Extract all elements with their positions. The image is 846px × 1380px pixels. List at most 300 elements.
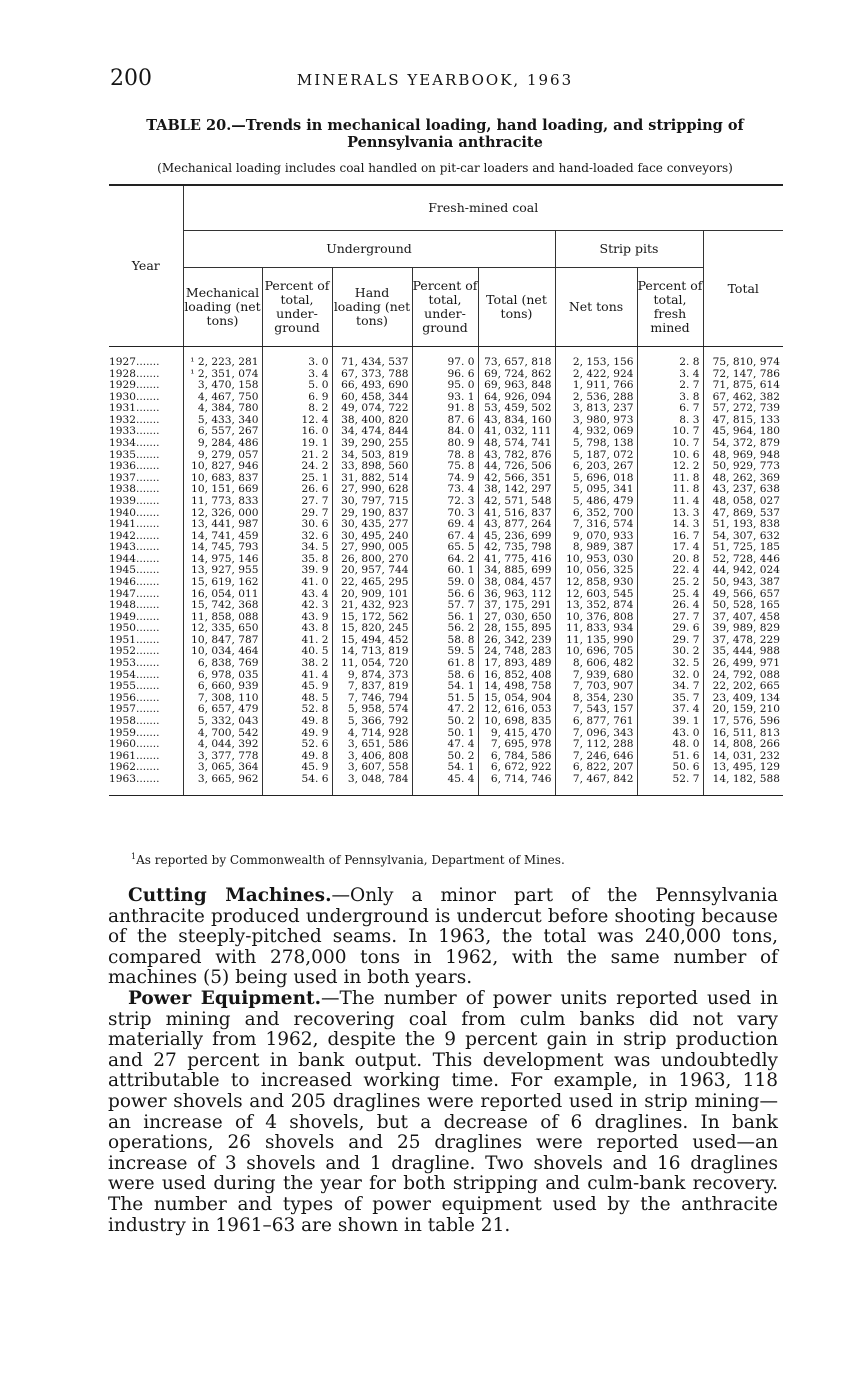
- cell-year: 1931.......: [109, 402, 160, 415]
- cell-year: 1958.......: [109, 714, 160, 727]
- cell-percent-hand: 67. 4: [412, 531, 478, 543]
- cell-percent-fresh: 2. 7: [637, 380, 703, 392]
- cell-percent-mechanical: 35. 8: [262, 554, 332, 566]
- cell-mechanical-loading: 6, 838, 769: [183, 658, 262, 670]
- cell-underground-total: 34, 885, 699: [478, 565, 555, 577]
- cell-year: 1957.......: [109, 703, 160, 716]
- cell-strip-net-tons: 7, 703, 907: [555, 681, 637, 693]
- cell-percent-fresh: 10. 7: [637, 426, 703, 438]
- header-percent-hand: Percent of total, under- ground: [412, 268, 478, 347]
- cell-percent-fresh: 35. 7: [637, 693, 703, 705]
- cell-underground-total: 6, 672, 922: [478, 762, 555, 774]
- cell-strip-net-tons: 10, 696, 705: [555, 646, 637, 658]
- table-row: [109, 380, 783, 392]
- cell-percent-hand: 95. 0: [412, 380, 478, 392]
- cell-mechanical-loading: 3, 377, 778: [183, 751, 262, 763]
- cell-hand-loading: 15, 494, 452: [332, 635, 412, 647]
- header-percent-fresh: Percent of total, fresh mined: [637, 268, 703, 347]
- cell-total: 48, 969, 948: [703, 450, 783, 462]
- cell-percent-hand: 75. 8: [412, 461, 478, 473]
- cell-percent-fresh: 16. 7: [637, 531, 703, 543]
- cell-year: 1949.......: [109, 610, 160, 623]
- cell-hand-loading: 30, 435, 277: [332, 519, 412, 531]
- cell-hand-loading: 22, 465, 295: [332, 577, 412, 589]
- cell-percent-mechanical: 38. 2: [262, 658, 332, 670]
- cell-percent-mechanical: 3. 0: [262, 347, 332, 369]
- cell-percent-mechanical: 27. 7: [262, 496, 332, 508]
- cell-strip-net-tons: 3, 813, 237: [555, 403, 637, 415]
- cell-total: 22, 202, 665: [703, 681, 783, 693]
- cell-strip-net-tons: 1, 911, 766: [555, 380, 637, 392]
- cell-underground-total: 69, 724, 862: [478, 369, 555, 381]
- cell-percent-fresh: 30. 2: [637, 646, 703, 658]
- cell-strip-net-tons: 7, 543, 157: [555, 704, 637, 716]
- heading-cutting-machines: Cutting Machines.: [128, 885, 332, 906]
- cell-strip-net-tons: 10, 953, 030: [555, 554, 637, 566]
- cell-mechanical-loading: 4, 700, 542: [183, 728, 262, 740]
- cell-percent-fresh: 10. 7: [637, 438, 703, 450]
- cell-year: 1962.......: [109, 761, 160, 774]
- cell-year: 1937.......: [109, 471, 160, 484]
- cell-mechanical-loading: 7, 308, 110: [183, 693, 262, 705]
- cell-strip-net-tons: 6, 822, 207: [555, 762, 637, 774]
- cell-strip-net-tons: 3, 980, 973: [555, 415, 637, 427]
- cell-percent-mechanical: 30. 6: [262, 519, 332, 531]
- cell-percent-fresh: 14. 3: [637, 519, 703, 531]
- cell-underground-total: 6, 784, 586: [478, 751, 555, 763]
- cell-hand-loading: 66, 493, 690: [332, 380, 412, 392]
- cell-percent-hand: 47. 4: [412, 739, 478, 751]
- cell-hand-loading: 33, 898, 560: [332, 461, 412, 473]
- cell-underground-total: 36, 963, 112: [478, 589, 555, 601]
- cell-underground-total: 42, 571, 548: [478, 496, 555, 508]
- cell-year: 1952.......: [109, 645, 160, 658]
- cell-percent-mechanical: 6. 9: [262, 392, 332, 404]
- cell-percent-mechanical: 52. 6: [262, 739, 332, 751]
- cell-strip-net-tons: 8, 989, 387: [555, 542, 637, 554]
- running-head: [110, 66, 760, 96]
- cell-percent-fresh: 20. 8: [637, 554, 703, 566]
- cell-year: 1927.......: [109, 356, 160, 368]
- cell-year: 1956.......: [109, 691, 160, 704]
- table-row: [109, 600, 783, 612]
- header-underground: Underground: [183, 231, 555, 268]
- cell-percent-mechanical: 52. 8: [262, 704, 332, 716]
- cell-percent-mechanical: 5. 0: [262, 380, 332, 392]
- cell-mechanical-loading: 14, 975, 146: [183, 554, 262, 566]
- cell-hand-loading: 20, 909, 101: [332, 589, 412, 601]
- table-title: [110, 117, 780, 151]
- cell-percent-fresh: 48. 0: [637, 739, 703, 751]
- cell-total: 37, 407, 458: [703, 612, 783, 624]
- cell-year: 1950.......: [109, 622, 160, 635]
- cell-percent-fresh: 50. 6: [637, 762, 703, 774]
- cell-percent-hand: 54. 1: [412, 762, 478, 774]
- cell-mechanical-loading: 4, 467, 750: [183, 392, 262, 404]
- cell-percent-hand: 64. 2: [412, 554, 478, 566]
- cell-underground-total: 6, 714, 746: [478, 774, 555, 796]
- cell-underground-total: 24, 748, 283: [478, 646, 555, 658]
- cell-percent-hand: 57. 7: [412, 600, 478, 612]
- cell-percent-fresh: 11. 8: [637, 473, 703, 485]
- cell-percent-fresh: 51. 6: [637, 751, 703, 763]
- cell-percent-hand: 58. 6: [412, 670, 478, 682]
- cell-mechanical-loading: 13, 927, 955: [183, 565, 262, 577]
- cell-strip-net-tons: 12, 603, 545: [555, 589, 637, 601]
- cell-strip-net-tons: 8, 606, 482: [555, 658, 637, 670]
- cell-strip-net-tons: 10, 376, 808: [555, 612, 637, 624]
- cell-total: 71, 875, 614: [703, 380, 783, 392]
- cell-total: 14, 808, 266: [703, 739, 783, 751]
- cell-hand-loading: 4, 714, 928: [332, 728, 412, 740]
- cell-percent-fresh: 34. 7: [637, 681, 703, 693]
- cell-percent-mechanical: 8. 2: [262, 403, 332, 415]
- cell-strip-net-tons: 11, 833, 934: [555, 623, 637, 635]
- cell-percent-hand: 80. 9: [412, 438, 478, 450]
- cell-year: 1944.......: [109, 552, 160, 565]
- cell-underground-total: 38, 084, 457: [478, 577, 555, 589]
- cell-total: 39, 989, 829: [703, 623, 783, 635]
- cell-percent-fresh: 43. 0: [637, 728, 703, 740]
- cell-total: 37, 478, 229: [703, 635, 783, 647]
- cell-year: 1963.......: [109, 774, 183, 796]
- cell-hand-loading: 27, 990, 005: [332, 542, 412, 554]
- cell-percent-mechanical: 40. 5: [262, 646, 332, 658]
- cell-percent-hand: 50. 1: [412, 728, 478, 740]
- cell-underground-total: 44, 726, 506: [478, 461, 555, 473]
- cell-underground-total: 43, 877, 264: [478, 519, 555, 531]
- cell-percent-hand: 56. 2: [412, 623, 478, 635]
- cell-underground-total: 14, 498, 758: [478, 681, 555, 693]
- cell-underground-total: 26, 342, 239: [478, 635, 555, 647]
- cell-year: 1939.......: [109, 494, 160, 507]
- cell-mechanical-loading: 4, 384, 780: [183, 403, 262, 415]
- cell-year: 1955.......: [109, 680, 160, 693]
- cell-mechanical-loading: 3, 665, 962: [183, 774, 262, 796]
- cell-strip-net-tons: 6, 203, 267: [555, 461, 637, 473]
- header-percent-mechanical: Percent of total, under- ground: [262, 268, 332, 347]
- cell-year: 1941.......: [109, 518, 160, 531]
- cell-strip-net-tons: 2, 536, 288: [555, 392, 637, 404]
- cell-mechanical-loading: 11, 858, 088: [183, 612, 262, 624]
- cell-year: 1930.......: [109, 390, 160, 403]
- body-text: [108, 886, 778, 1236]
- cell-mechanical-loading: 15, 619, 162: [183, 577, 262, 589]
- header-mechanical-loading: Mechanical loading (net tons): [183, 268, 262, 347]
- cell-percent-fresh: 2. 8: [637, 347, 703, 369]
- cell-percent-mechanical: 16. 0: [262, 426, 332, 438]
- cell-hand-loading: 30, 495, 240: [332, 531, 412, 543]
- cell-mechanical-loading: 15, 742, 368: [183, 600, 262, 612]
- text-cutting-machines: —Only a minor part of the Pennsylvania anthracite produced underground is undercut before shooting because of the steeply-pitched seams. In 1963, the total was 240,000 tons, compared with 278,000 tons in 1962, with the same number of machines (5) being used in both years.: [108, 885, 778, 989]
- cell-total: 26, 499, 971: [703, 658, 783, 670]
- cell-percent-fresh: 39. 1: [637, 716, 703, 728]
- table-row: [109, 577, 783, 589]
- cell-hand-loading: 30, 797, 715: [332, 496, 412, 508]
- cell-strip-net-tons: 7, 467, 842: [555, 774, 637, 796]
- cell-strip-net-tons: 7, 939, 680: [555, 670, 637, 682]
- cell-percent-fresh: 17. 4: [637, 542, 703, 554]
- cell-strip-net-tons: 7, 096, 343: [555, 728, 637, 740]
- cell-hand-loading: 11, 054, 720: [332, 658, 412, 670]
- cell-underground-total: 10, 698, 835: [478, 716, 555, 728]
- cell-total: 35, 444, 988: [703, 646, 783, 658]
- cell-percent-hand: 65. 5: [412, 542, 478, 554]
- cell-strip-net-tons: 5, 486, 479: [555, 496, 637, 508]
- cell-hand-loading: 71, 434, 537: [332, 347, 412, 369]
- cell-percent-mechanical: 32. 6: [262, 531, 332, 543]
- cell-strip-net-tons: 5, 095, 341: [555, 484, 637, 496]
- cell-percent-fresh: 32. 0: [637, 670, 703, 682]
- cell-percent-mechanical: 49. 8: [262, 751, 332, 763]
- cell-percent-hand: 84. 0: [412, 426, 478, 438]
- cell-percent-mechanical: 42. 3: [262, 600, 332, 612]
- cell-hand-loading: 15, 172, 562: [332, 612, 412, 624]
- header-underground-total: Total (net tons): [478, 268, 555, 347]
- table-row: [109, 774, 783, 796]
- cell-total: 67, 462, 382: [703, 392, 783, 404]
- cell-underground-total: 38, 142, 297: [478, 484, 555, 496]
- cell-percent-hand: 91. 8: [412, 403, 478, 415]
- cell-percent-fresh: 3. 8: [637, 392, 703, 404]
- cell-percent-fresh: 52. 7: [637, 774, 703, 796]
- cell-mechanical-loading: 4, 044, 392: [183, 739, 262, 751]
- cell-year: 1947.......: [109, 587, 160, 600]
- cell-underground-total: 16, 852, 408: [478, 670, 555, 682]
- cell-total: 24, 792, 088: [703, 670, 783, 682]
- cell-mechanical-loading: 16, 054, 011: [183, 589, 262, 601]
- cell-percent-mechanical: 43. 4: [262, 589, 332, 601]
- cell-hand-loading: 5, 366, 792: [332, 716, 412, 728]
- table-title-line-2: Pennsylvania anthracite: [347, 134, 543, 151]
- cell-percent-hand: 60. 1: [412, 565, 478, 577]
- cell-mechanical-loading: 3, 470, 158: [183, 380, 262, 392]
- cell-percent-mechanical: 34. 5: [262, 542, 332, 554]
- cell-year: 1929.......: [109, 379, 160, 392]
- cell-hand-loading: 3, 406, 808: [332, 751, 412, 763]
- cell-percent-mechanical: 25. 1: [262, 473, 332, 485]
- cell-percent-fresh: 25. 4: [637, 589, 703, 601]
- header-hand-loading: Hand loading (net tons): [332, 268, 412, 347]
- cell-mechanical-loading: 5, 332, 043: [183, 716, 262, 728]
- header-fresh-mined: Fresh-mined coal: [183, 185, 783, 231]
- cell-hand-loading: 27, 990, 628: [332, 484, 412, 496]
- cell-mechanical-loading: 5, 433, 340: [183, 415, 262, 427]
- cell-strip-net-tons: 10, 056, 325: [555, 565, 637, 577]
- cell-year: 1961.......: [109, 749, 160, 762]
- page-number: 200: [110, 66, 152, 91]
- cell-total: 23, 409, 134: [703, 693, 783, 705]
- cell-percent-mechanical: 54. 6: [262, 774, 332, 796]
- cell-percent-hand: 56. 6: [412, 589, 478, 601]
- cell-strip-net-tons: 5, 798, 138: [555, 438, 637, 450]
- table-footnote: [131, 852, 565, 867]
- cell-year: 1943.......: [109, 541, 160, 554]
- cell-percent-hand: 74. 9: [412, 473, 478, 485]
- cell-percent-mechanical: 49. 9: [262, 728, 332, 740]
- cell-percent-hand: 72. 3: [412, 496, 478, 508]
- cell-percent-mechanical: 41. 2: [262, 635, 332, 647]
- cell-year: 1945.......: [109, 564, 160, 577]
- anthracite-trends-table: [109, 184, 783, 796]
- table-body: [109, 347, 783, 796]
- cell-total: 17, 576, 596: [703, 716, 783, 728]
- table-subtitle: (Mechanical loading includes coal handled on pit-car loaders and hand-loaded face conveyors): [157, 161, 733, 175]
- cell-total: 50, 528, 165: [703, 600, 783, 612]
- cell-underground-total: 15, 054, 904: [478, 693, 555, 705]
- header-strip-net-tons: Net tons: [555, 268, 637, 347]
- cell-year: 1933.......: [109, 425, 160, 438]
- cell-year: 1928.......: [109, 367, 160, 380]
- cell-hand-loading: 67, 373, 788: [332, 369, 412, 381]
- cell-percent-mechanical: 41. 0: [262, 577, 332, 589]
- cell-percent-mechanical: 39. 9: [262, 565, 332, 577]
- cell-mechanical-loading: 6, 660, 939: [183, 681, 262, 693]
- cell-underground-total: 28, 155, 895: [478, 623, 555, 635]
- cell-percent-hand: 50. 2: [412, 716, 478, 728]
- cell-percent-mechanical: 29. 7: [262, 508, 332, 520]
- cell-total: 14, 182, 588: [703, 774, 783, 796]
- cell-mechanical-loading: 3, 065, 364: [183, 762, 262, 774]
- cell-percent-fresh: 6. 7: [637, 403, 703, 415]
- cell-year: 1942.......: [109, 529, 160, 542]
- cell-percent-hand: 59. 0: [412, 577, 478, 589]
- cell-mechanical-loading: 11, 773, 833: [183, 496, 262, 508]
- cell-total: 49, 566, 657: [703, 589, 783, 601]
- cell-percent-mechanical: 48. 5: [262, 693, 332, 705]
- cell-total: 50, 943, 387: [703, 577, 783, 589]
- cell-underground-total: 7, 695, 978: [478, 739, 555, 751]
- cell-year: 1959.......: [109, 726, 160, 739]
- cell-underground-total: 12, 616, 053: [478, 704, 555, 716]
- cell-hand-loading: 34, 474, 844: [332, 426, 412, 438]
- cell-percent-fresh: 25. 2: [637, 577, 703, 589]
- cell-percent-mechanical: 41. 4: [262, 670, 332, 682]
- cell-underground-total: 43, 782, 876: [478, 450, 555, 462]
- cell-mechanical-loading: 10, 151, 669: [183, 484, 262, 496]
- cell-percent-fresh: 27. 7: [637, 612, 703, 624]
- cell-hand-loading: 38, 400, 820: [332, 415, 412, 427]
- cell-mechanical-loading: 6, 557, 267: [183, 426, 262, 438]
- cell-percent-mechanical: 45. 9: [262, 762, 332, 774]
- cell-total: 48, 058, 027: [703, 496, 783, 508]
- cell-percent-fresh: 22. 4: [637, 565, 703, 577]
- journal-title: MINERALS YEARBOOK, 1963: [296, 71, 574, 89]
- cell-percent-mechanical: 21. 2: [262, 450, 332, 462]
- cell-mechanical-loading: 14, 741, 459: [183, 531, 262, 543]
- cell-hand-loading: 14, 713, 819: [332, 646, 412, 658]
- cell-strip-net-tons: 7, 112, 288: [555, 739, 637, 751]
- cell-hand-loading: 9, 874, 373: [332, 670, 412, 682]
- cell-strip-net-tons: 4, 932, 069: [555, 426, 637, 438]
- cell-percent-fresh: 11. 4: [637, 496, 703, 508]
- table-row: [109, 519, 783, 531]
- heading-power-equipment: Power Equipment.: [128, 987, 322, 1009]
- cell-strip-net-tons: 11, 135, 990: [555, 635, 637, 647]
- cell-hand-loading: 7, 837, 819: [332, 681, 412, 693]
- cell-underground-total: 17, 893, 489: [478, 658, 555, 670]
- cell-strip-net-tons: 9, 070, 933: [555, 531, 637, 543]
- cell-mechanical-loading: 6, 657, 479: [183, 704, 262, 716]
- cell-strip-net-tons: 6, 352, 700: [555, 508, 637, 520]
- cell-strip-net-tons: 6, 877, 761: [555, 716, 637, 728]
- cell-percent-mechanical: 3. 4: [262, 369, 332, 381]
- cell-underground-total: 69, 963, 848: [478, 380, 555, 392]
- cell-mechanical-loading: 10, 683, 837: [183, 473, 262, 485]
- cell-year: 1936.......: [109, 460, 160, 473]
- cell-year: 1946.......: [109, 575, 160, 588]
- cell-total: 54, 372, 879: [703, 438, 783, 450]
- cell-underground-total: 42, 566, 351: [478, 473, 555, 485]
- cell-percent-fresh: 29. 6: [637, 623, 703, 635]
- cell-total: 20, 159, 210: [703, 704, 783, 716]
- cell-mechanical-loading: ¹ 2, 223, 281: [183, 347, 262, 369]
- cell-total: 47, 869, 537: [703, 508, 783, 520]
- cell-underground-total: 64, 926, 094: [478, 392, 555, 404]
- cell-strip-net-tons: 8, 354, 230: [555, 693, 637, 705]
- cell-underground-total: 41, 775, 416: [478, 554, 555, 566]
- cell-total: 52, 728, 446: [703, 554, 783, 566]
- cell-hand-loading: 3, 651, 586: [332, 739, 412, 751]
- cell-hand-loading: 31, 882, 514: [332, 473, 412, 485]
- cell-underground-total: 45, 236, 699: [478, 531, 555, 543]
- cell-percent-fresh: 32. 5: [637, 658, 703, 670]
- cell-percent-fresh: 10. 6: [637, 450, 703, 462]
- cell-year: 1932.......: [109, 413, 160, 426]
- table-row: [109, 438, 783, 450]
- cell-percent-hand: 78. 8: [412, 450, 478, 462]
- cell-underground-total: 42, 735, 798: [478, 542, 555, 554]
- cell-strip-net-tons: 13, 352, 874: [555, 600, 637, 612]
- cell-hand-loading: 29, 190, 837: [332, 508, 412, 520]
- table-title-line-1: TABLE 20.—Trends in mechanical loading, hand loading, and stripping of: [146, 117, 744, 134]
- paragraph-cutting-machines: [108, 886, 778, 989]
- cell-total: 48, 262, 369: [703, 473, 783, 485]
- cell-year: 1935.......: [109, 448, 160, 461]
- cell-percent-hand: 59. 5: [412, 646, 478, 658]
- cell-year: 1938.......: [109, 483, 160, 496]
- cell-mechanical-loading: 10, 827, 946: [183, 461, 262, 473]
- cell-hand-loading: 39, 290, 255: [332, 438, 412, 450]
- footnote-text: As reported by Commonwealth of Pennsylvania, Department of Mines.: [136, 853, 565, 867]
- cell-underground-total: 43, 834, 160: [478, 415, 555, 427]
- cell-hand-loading: 49, 074, 722: [332, 403, 412, 415]
- cell-total: 51, 193, 838: [703, 519, 783, 531]
- cell-year: 1951.......: [109, 633, 160, 646]
- cell-total: 16, 511, 813: [703, 728, 783, 740]
- cell-hand-loading: 15, 820, 245: [332, 623, 412, 635]
- cell-year: 1953.......: [109, 657, 160, 670]
- paragraph-power-equipment: [108, 989, 778, 1236]
- cell-percent-hand: 61. 8: [412, 658, 478, 670]
- cell-percent-hand: 45. 4: [412, 774, 478, 796]
- cell-percent-mechanical: 19. 1: [262, 438, 332, 450]
- header-total: Total: [703, 231, 783, 347]
- cell-total: 72, 147, 786: [703, 369, 783, 381]
- cell-strip-net-tons: 5, 187, 072: [555, 450, 637, 462]
- table-row: [109, 739, 783, 751]
- cell-total: 50, 929, 773: [703, 461, 783, 473]
- cell-total: 13, 495, 129: [703, 762, 783, 774]
- cell-total: 14, 031, 232: [703, 751, 783, 763]
- cell-year: 1934.......: [109, 437, 160, 450]
- cell-percent-hand: 93. 1: [412, 392, 478, 404]
- cell-hand-loading: 5, 958, 574: [332, 704, 412, 716]
- cell-percent-hand: 50. 2: [412, 751, 478, 763]
- cell-mechanical-loading: 12, 335, 650: [183, 623, 262, 635]
- cell-hand-loading: 3, 607, 558: [332, 762, 412, 774]
- cell-percent-mechanical: 12. 4: [262, 415, 332, 427]
